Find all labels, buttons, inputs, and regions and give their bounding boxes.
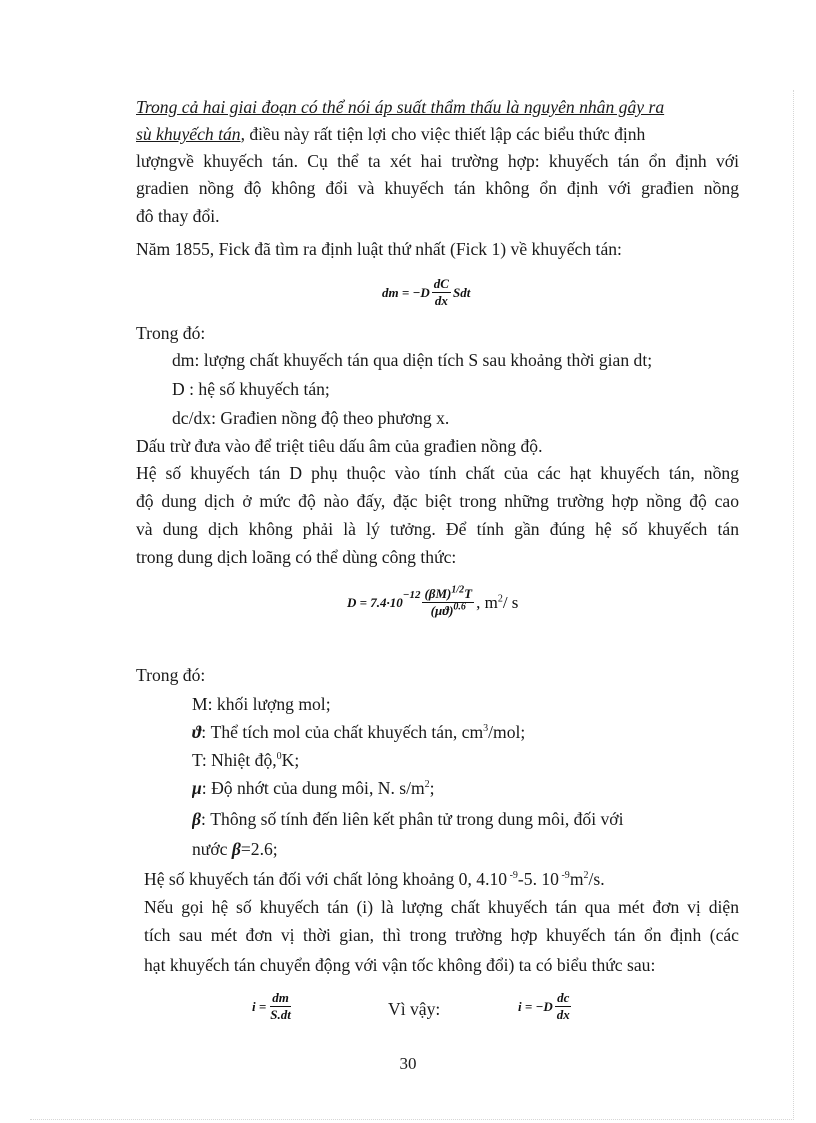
formula-lhs: i = −D <box>518 998 553 1014</box>
formula-connector: Vì vậy: <box>388 999 441 1019</box>
definition-item: dc/dx: Građien nồng độ theo phương x. <box>172 408 450 428</box>
paragraph-line: và dung dịch không phải là lý tưởng. Để tính gần đúng hệ số khuyếch tán <box>136 519 739 539</box>
paragraph-line: độ dung dịch ở mức độ nào đấy, đặc biệt trong những trường hợp nồng độ cao <box>136 491 739 511</box>
formula-lhs: D = 7.4·10 <box>347 594 403 610</box>
t-text: T: Nhiệt độ, <box>192 750 277 770</box>
definition-item: D : hệ số khuyếch tán; <box>172 379 330 399</box>
fraction-denominator <box>429 603 468 619</box>
beta-water-value: =2.6; <box>240 839 278 859</box>
paragraph-line: gradien nồng độ không đổi và khuyếch tán không ổn định với građien nồng <box>136 178 739 198</box>
formula-fraction <box>422 586 474 619</box>
numerator-t: T <box>464 586 473 601</box>
line-rest: , điều này rất tiện lợi cho việc thiết lập các biểu thức định <box>240 124 646 144</box>
fraction-denominator: dx <box>556 1007 570 1022</box>
mu-text: : Độ nhớt của dung môi, N. s/m <box>201 778 425 798</box>
section-heading: Trong đó: <box>136 323 206 343</box>
formula-unit <box>476 593 518 613</box>
range-text: -5. 10 <box>517 869 559 889</box>
range-unit-tail: /s. <box>588 869 605 889</box>
mu-exponent: 2 <box>424 779 430 791</box>
t-tail: K; <box>281 750 300 770</box>
italic-intro-end: sù khuyếch tán <box>136 124 241 144</box>
paragraph-line: hạt khuyếch tán chuyển động với vận tốc không đổi) ta có biểu thức sau: <box>144 955 656 975</box>
definition-item: M: khối lượng mol; <box>192 694 331 714</box>
numerator-base: (βM) <box>424 586 452 601</box>
range-exponent: -9 <box>558 870 570 882</box>
beta-symbol: β <box>231 839 241 859</box>
denominator-exponent: 0.6 <box>453 601 466 613</box>
definition-item: dm: lượng chất khuyếch tán qua diện tích S sau khoảng thời gian dt; <box>172 350 653 370</box>
paragraph-line <box>136 121 739 148</box>
formula-diffusion-coefficient <box>347 586 518 619</box>
italic-intro: Trong cả hai giai đoạn có thể nói áp suất thẩm thấu là nguyên nhân gây ra <box>136 97 665 117</box>
formula-flux-fick <box>518 990 574 1023</box>
paragraph-line: Dấu trừ đưa vào để triệt tiêu dấu âm của građien nồng độ. <box>136 436 543 456</box>
unit-base: , m <box>476 592 498 612</box>
mu-symbol: μ <box>192 778 202 798</box>
paragraph-line <box>136 94 739 121</box>
fraction-numerator: dm <box>272 990 289 1005</box>
range-exponent: -9 <box>507 870 518 882</box>
definition-item <box>192 719 739 746</box>
theta-exponent: 3 <box>483 723 489 735</box>
fraction-denominator: S.dt <box>270 1007 291 1022</box>
paragraph-line: Nếu gọi hệ số khuyếch tán (i) là lượng chất khuyếch tán qua mét đơn vị diện <box>144 897 739 917</box>
section-heading: Trong đó: <box>136 665 206 685</box>
formula-fick1 <box>382 276 470 309</box>
paragraph-line: đô thay đổi. <box>136 206 220 226</box>
formula-flux <box>252 990 295 1023</box>
paragraph-line: Năm 1855, Fick đã tìm ra định luật thứ nhất (Fick 1) về khuyếch tán: <box>136 239 622 259</box>
formula-fraction <box>268 990 293 1023</box>
paragraph-line: Hệ số khuyếch tán D phụ thuộc vào tính chất của các hạt khuyếch tán, nồng <box>136 463 739 483</box>
unit-tail: / s <box>502 592 519 612</box>
denominator-base: (μϑ) <box>430 603 454 618</box>
definition-item <box>192 806 739 833</box>
theta-tail: /mol; <box>488 722 526 742</box>
numerator-exponent: 1/2 <box>451 584 465 596</box>
t-exponent: 0 <box>276 751 282 763</box>
fraction-numerator: dC <box>433 276 449 291</box>
formula-rhs: Sdt <box>452 284 471 300</box>
range-unit-exponent: 2 <box>583 870 589 882</box>
formula-fraction <box>432 276 451 309</box>
definition-item <box>192 775 739 802</box>
page-bottom-rule <box>30 1119 794 1120</box>
fraction-numerator: dc <box>557 990 570 1005</box>
page-number: 30 <box>399 1054 417 1073</box>
beta-symbol: β <box>192 809 202 829</box>
paragraph-line <box>144 866 739 893</box>
formula-exponent: −12 <box>402 588 421 601</box>
formula-lhs: dm = −D <box>382 284 430 300</box>
range-unit: m <box>569 869 584 889</box>
fraction-numerator <box>422 586 474 603</box>
formula-lhs: i = <box>252 998 267 1014</box>
mu-tail: ; <box>429 778 435 798</box>
theta-text: : Thể tích mol của chất khuyếch tán, cm <box>201 722 484 742</box>
formula-fraction <box>555 990 572 1023</box>
beta-water-text: nước <box>192 839 232 859</box>
theta-symbol: ϑ <box>192 722 202 742</box>
fraction-denominator: dx <box>434 293 448 308</box>
paragraph-line: lượngvề khuyếch tán. Cụ thể ta xét hai trường hợp: khuyếch tán ổn định với <box>136 151 739 171</box>
definition-item <box>192 836 739 863</box>
definition-item <box>192 747 739 774</box>
unit-exponent: 2 <box>497 592 503 604</box>
range-text: Hệ số khuyếch tán đối với chất lỏng khoảng 0, 4.10 <box>144 869 508 889</box>
paragraph-line: trong dung dịch loãng có thể dùng công thức: <box>136 547 457 567</box>
beta-text: : Thông số tính đến liên kết phân tử trong dung môi, đối với <box>201 809 624 829</box>
paragraph-line: tích sau mét đơn vị thời gian, thì trong trường hợp khuyếch tán ổn định (các <box>144 925 739 945</box>
page-border <box>777 90 794 1120</box>
